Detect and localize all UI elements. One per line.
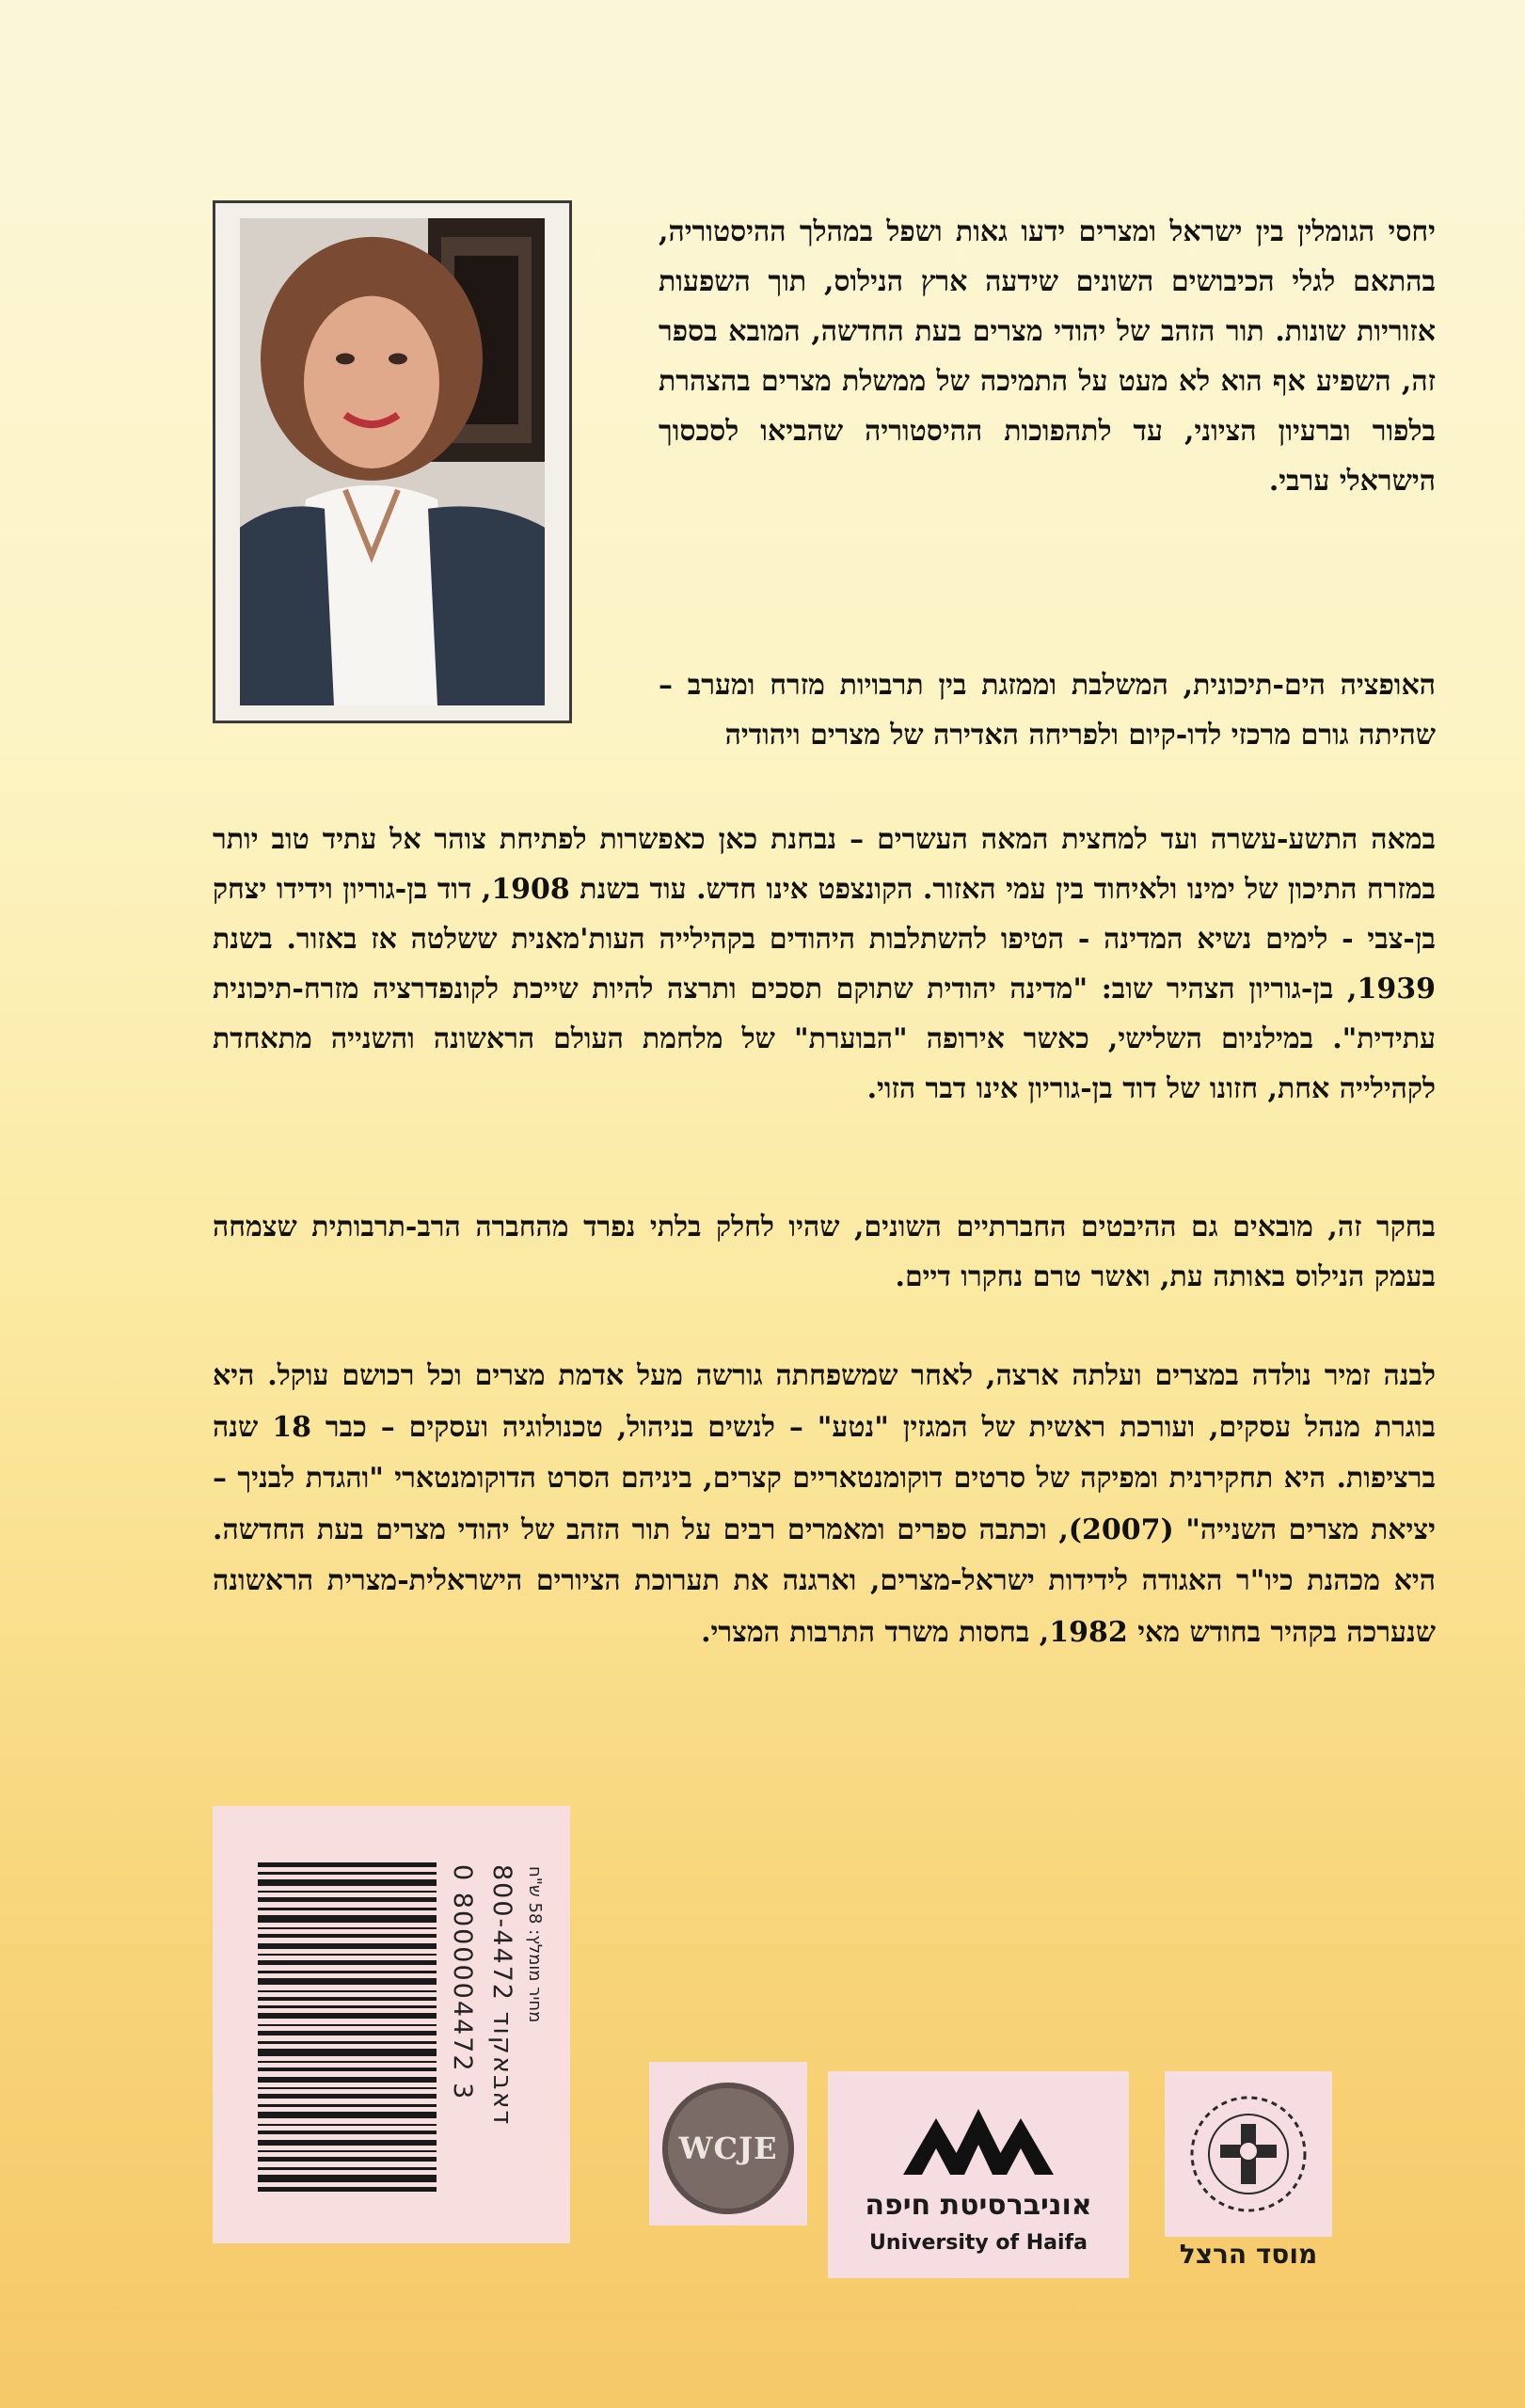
haifa-english-name: University of Haifa: [869, 2231, 1088, 2255]
barcode-label: [213, 1806, 570, 2243]
wcje-text: WCJE: [678, 2131, 778, 2166]
author-portrait: [240, 218, 545, 705]
isbn-number: 0 8000004472 3: [448, 1864, 477, 2101]
university-of-haifa-logo: [828, 2071, 1129, 2278]
portrait-drawing: [240, 218, 545, 705]
intro-text: יחסי הגומלין בין ישראל ומצרים ידעו גאות ושפל במהלך ההיסטוריה, בהתאם לגלי הכיבושים השונים שידעה ארץ הנילוס, תוך השפעות אזוריות שונות. תור הזהב של יהודי מצרים בעת החדשה, המובא בספר זה, השפיע אף הוא לא מעט על התמיכה של ממשלת מצרים בהצהרת בלפור וברעיון הציוני, עד לתהפוכות ההיסטוריה שהביאו לסכסוך הישראלי ערבי.: [659, 215, 1437, 498]
haifa-hebrew-name: אוניברסיטת חיפה: [865, 2189, 1092, 2222]
research-text: בחקר זה, מובאים גם ההיבטים החברתיים השונים, שהיו לחלק בלתי נפרד מהחברה הרב-תרבותית שצמחה בעמק הנילוס באותה עת, ואשר טרם נחקרו דיים.: [213, 1211, 1436, 1293]
history-paragraph: [213, 815, 1436, 1114]
mediterranean-paragraph: [659, 660, 1436, 760]
wcje-logo: [649, 2062, 807, 2226]
haifa-emblem-icon: [903, 2099, 1054, 2175]
mediterranean-text: האופציה הים-תיכונית, המשלבת וממזגת בין תרבויות מזרח ומערב – שהיתה גורם מרכזי לדו-קיום ולפריחה האדירה של מצרים ויהודיה: [659, 669, 1436, 752]
author-bio-text: לבנה זמיר נולדה במצרים ועלתה ארצה, לאחר שמשפחתה גורשה מעל אדמת מצרים וכל רכושם עוקל. היא בוגרת מנהל עסקים, ועורכת ראשית של המגזין "נטע" – לנשים בניהול, טכנולוגיה ועסקים – כבר 18 שנה ברציפות. היא תחקירנית ומפיקה של סרטים דוקומנטאריים קצרים, ביניהם הסרט הדוקומנטארי "והגדת לבניך – יציאת מצרים השנייה" (2007), וכתבה ספרים ומאמרים רבים על תור הזהב של יהודי מצרים בעת החדשה. היא מכהנת כיו"ר האגודה לידידות ישראל-מצרים, וארגנה את תערוכת הציורים הישראלית-מצרית הראשונה שנערכה בקהיר בחודש מאי 1982, בחסות משרד התרבות המצרי.: [213, 1359, 1437, 1649]
barcode-bars: [258, 1862, 437, 2192]
history-text: במאה התשע-עשרה ועד למחצית המאה העשרים – נבחנת כאן כאפשרות לפתיחת צוהר אל עתיד טוב יותר במזרח התיכון של ימינו ולאיחוד בין עמי האזור. הקונצפט אינו חדש. עוד בשנת 1908, דוד בן-גוריון וידידו יצחק בן-צבי - לימים נשיא המדינה - הטיפו להשתלבות היהודים בקהילייה העות'מאנית ששלטה אז באזור. בשנת 1939, בן-גוריון הצהיר שוב: "מדינה יהודית שתוקם תסכים ותרצה להיות שייכת לקונפדרציה מזרח-תיכונית עתידית". במילניום השלישי, כאשר אירופה "הבוערת" של מלחמת העולם הראשונה והשנייה מתאחדת לקהילייה אחת, חזונו של דוד בן-גוריון אינו דבר הזוי.: [213, 823, 1437, 1105]
barcode-code: 800-4472 דאבאקוד: [487, 1864, 516, 2127]
intro-paragraph: [659, 207, 1436, 506]
author-photo: [213, 200, 572, 723]
price-label: מחיר מומלץ: 58 ש"ח: [525, 1866, 545, 2023]
herzl-seal-icon: [1183, 2088, 1314, 2220]
research-paragraph: [213, 1202, 1436, 1302]
herzl-institute-label: מוסד הרצל: [1179, 2239, 1318, 2270]
wcje-emblem: [662, 2083, 794, 2214]
herzl-institute-logo: [1165, 2071, 1332, 2237]
author-bio-paragraph: [213, 1351, 1436, 1658]
